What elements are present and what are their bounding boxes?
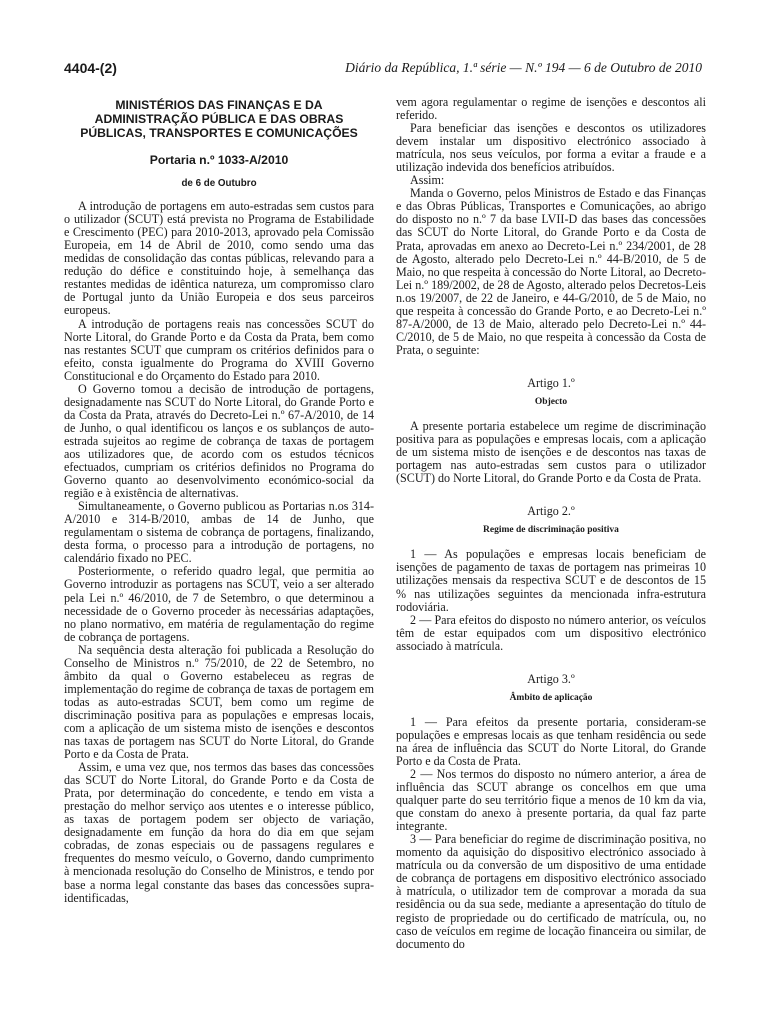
paragraph: 1 — Para efeitos da presente portaria, consideram-se populações e empresas locais as que tenham residência ou sede na área de influência das SCUT do Norte Litoral, do Grande Porto e da Costa de Prata. [396, 714, 706, 768]
article-3-subtitle: Âmbito de aplicação [509, 692, 593, 703]
article-3-title: Artigo 3.º [527, 671, 575, 686]
paragraph: 2 — Para efeitos do disposto no número anterior, os veículos têm de estar equipados com um dispositivo electrónico associado à matrícula. [396, 612, 706, 653]
paragraph: Para beneficiar das isenções e descontos os utilizadores devem instalar um dispositivo electrónico associado à matrícula, nos seus veículos, por forma a evitar a fraude e a utilização indevida dos benefícios atribuídos. [396, 121, 706, 175]
article-2-title: Artigo 2.º [527, 504, 575, 519]
paragraph: Manda o Governo, pelos Ministros de Estado e das Finanças e das Obras Públicas, Transportes e Comunicações, ao abrigo do disposto no n.º 7 da base LVII-D das bases das concessões das SCUT do Norte Litoral, do Grande Porto e da Costa de Prata, aprovadas em anexo ao Decreto-Lei n.º 234/2001, de 28 de Agosto, alterado pelo Decreto-Lei n.º 44-B/2010, de 5 de Maio, no que respeita à concessão do Norte Litoral, ao Decreto-Lei n.º 189/2002, de 28 de Agosto, alterado pelos Decretos-Leis n.os 19/2007, de 22 de Janeiro, e 44-G/2010, de 5 de Maio, no que respeita à concessão do Grande Porto, e ao Decreto-Lei n.º 87-A/2000, de 13 de Maio, alterado pelo Decreto-Lei n.º 44-C/2010, de 5 de Maio, no que respeita à concessão da Costa de Prata, o seguinte: [396, 186, 706, 357]
left-column [64, 96, 374, 905]
article-2-subtitle: Regime de discriminação positiva [483, 525, 619, 536]
paragraph: Simultaneamente, o Governo publicou as Portarias n.os 314-A/2010 e 314-B/2010, ambas de 14 de Junho, que regulamentam o sistema de cobrança de portagens, finalizando, desta forma, o processo para a introdução de portagens, no calendário fixado no PEC. [64, 499, 374, 566]
paragraph: 1 — As populações e empresas locais beneficiam de isenções de pagamento de taxas de portagem nas primeiras 10 utilizações mensais da respectiva SCUT e de descontos de 15 % nas utilizações seguintes da mencionada infra-estrutura rodoviária. [396, 547, 706, 614]
page-number: 4404-(2) [64, 60, 117, 76]
article-1-title: Artigo 1.º [527, 375, 575, 390]
article-1-subtitle: Objecto [534, 396, 568, 407]
paragraph: A introdução de portagens em auto-estradas sem custos para o utilizador (SCUT) está prevista no Programa de Estabilidade e Crescimento (PEC) para 2010-2013, aprovado pela Comissão Europeia, em 14 de Abril de 2010, como sendo uma das medidas de consolidação das contas públicas, relevando para a redução do défice e constituindo hoje, à semelhança das restantes medidas de idêntica natureza, um compromisso claro de Portugal junto da União Europeia e dos seus parceiros europeus. [64, 199, 374, 318]
paragraph: Assim, e uma vez que, nos termos das bases das concessões das SCUT do Norte Litoral, do Grande Porto e da Costa de Prata, por determinação do concedente, e tendo em vista a prestação do melhor serviço aos utentes e o interesse público, as taxas de portagem podem ser objecto de variação, designadamente em função da hora do dia em que sejam cobradas, de zonas especiais ou de passagens regulares e frequentes do mesmo veículo, o Governo, dando cumprimento à mencionada resolução do Conselho de Ministros, e tendo por base a norma legal constante das bases das concessões supra-identificadas, [64, 760, 374, 905]
paragraph: Assim: [410, 173, 445, 188]
paragraph: O Governo tomou a decisão de introdução de portagens, designadamente nas SCUT do Norte Litoral, do Grande Porto e da Costa da Prata, através do Decreto-Lei n.º 67-A/2010, de 14 de Junho, o qual identificou os lanços e os sublanços de auto-estrada sujeitos ao regime de cobrança de taxas de portagem aos utilizadores que, de acordo com os estudos técnicos efectuados, cumpriam os critérios definidos no Programa do Governo quanto ao desenvolvimento económico-social da região e à existência de alternativas. [64, 381, 374, 501]
right-column [396, 96, 706, 951]
publication-header: Diário da República, 1.ª série — N.º 194 — 6 de Outubro de 2010 [345, 60, 702, 75]
paragraph: A presente portaria estabelece um regime de discriminação positiva para as populações e empresas locais, com a aplicação de um sistema misto de isenções e de descontos nas taxas de portagem nas auto-estradas sem custos para o utilizador (SCUT) do Norte Litoral, do Grande Porto e da Costa de Prata. [396, 419, 706, 486]
portaria-title: Portaria n.º 1033-A/2010 [149, 153, 289, 167]
paragraph: vem agora regulamentar o regime de isenções e descontos ali referido. [396, 95, 706, 123]
portaria-date: de 6 de Outubro [181, 178, 257, 190]
paragraph: A introdução de portagens reais nas concessões SCUT do Norte Litoral, do Grande Porto e da Costa da Prata, bem como nas restantes SCUT que cumpram os critérios definidos para o efeito, consta igualmente do Programa do XVIII Governo Constitucional e do Orçamento do Estado para 2010. [64, 316, 374, 383]
paragraph: Posteriormente, o referido quadro legal, que permitia ao Governo introduzir as portagens nas SCUT, veio a ser alterado pela Lei n.º 46/2010, de 7 de Setembro, o que determinou a necessidade de o Governo proceder às necessárias adaptações, no plano normativo, em matéria de regulamentação do regime de cobrança de portagens. [64, 564, 374, 644]
paragraph: 3 — Para beneficiar do regime de discriminação positiva, no momento da aquisição do dispositivo electrónico associado à matrícula ou da conversão de um dispositivo de uma entidade de cobrança de portagens em dispositivo electrónico associado à matrícula, o utilizador tem de comprovar a morada da sua residência ou da sua sede, mediante a apresentação do título de registo de propriedade ou do certificado de matrícula, ou, no caso de veículos em regime de locação financeira ou similar, de documento do [396, 832, 706, 951]
paragraph: Na sequência desta alteração foi publicada a Resolução do Conselho de Ministros n.º 75/2010, de 22 de Setembro, no âmbito da qual o Governo estabeleceu as regras de implementação do regime de cobrança de taxas de portagem em todas as auto-estradas SCUT, bem como um regime de discriminação positiva para as populações e empresas locais, com a aplicação de um sistema misto de isenções e descontos nas taxas de portagem nas SCUT do Norte Litoral, do Grande Porto e da Costa de Prata. [64, 642, 374, 762]
paragraph: 2 — Nos termos do disposto no número anterior, a área de influência das SCUT abrange os concelhos em que uma qualquer parte do seu território fique a menos de 10 km da via, que constam do anexo à presente portaria, da qual faz parte integrante. [396, 767, 706, 834]
ministry-title: MINISTÉRIOS DAS FINANÇAS E DA ADMINISTRAÇÃO PÚBLICA E DAS OBRAS PÚBLICAS, TRANSPORTES E COMUNICAÇÕES [80, 98, 358, 140]
